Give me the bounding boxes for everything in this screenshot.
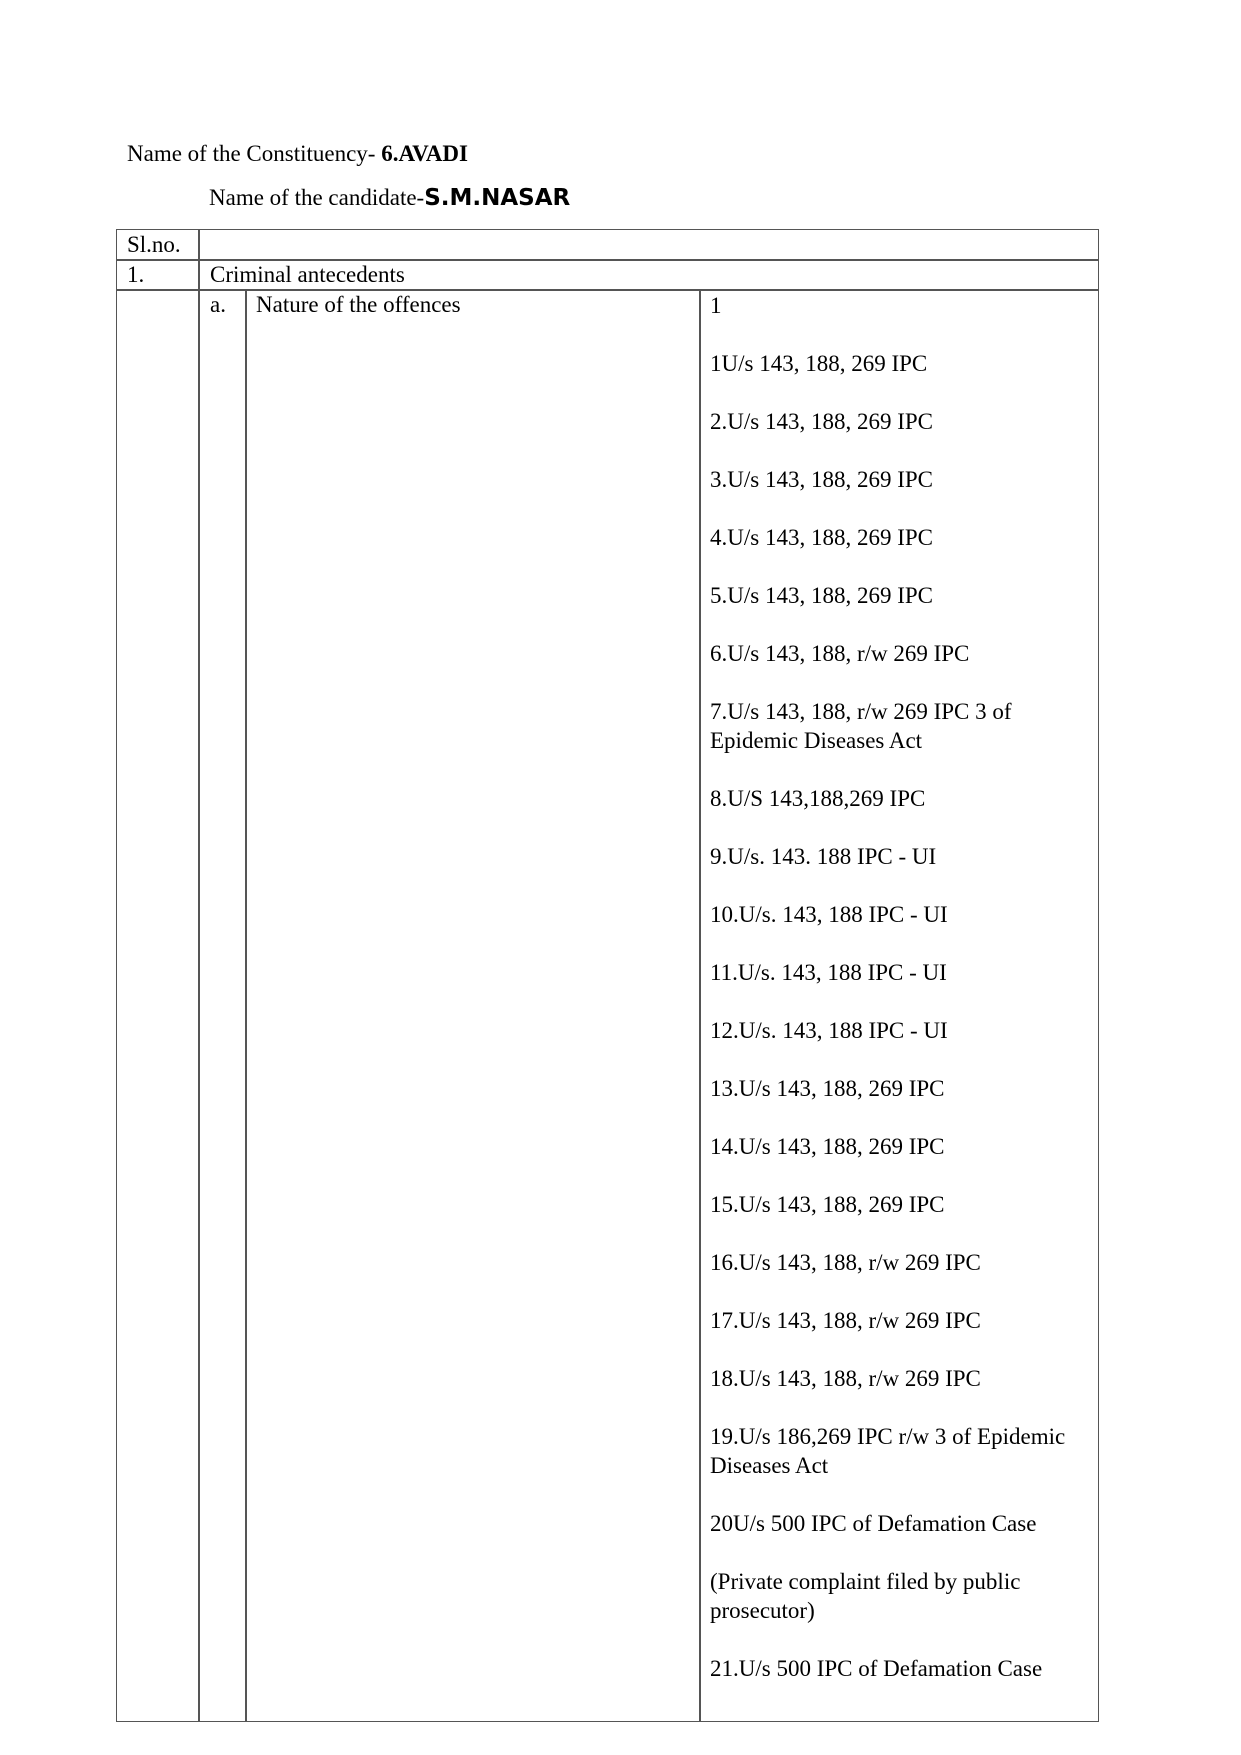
criminal-antecedents-table	[116, 229, 1099, 1722]
col-divider-offences	[699, 289, 701, 1721]
constituency-label: Name of the Constituency-	[127, 141, 382, 166]
offence-item: 1	[710, 293, 722, 318]
offence-item: 12.U/s. 143, 188 IPC - UI	[710, 1018, 948, 1043]
candidate-value: S.M.NASAR	[424, 185, 571, 211]
offence-item: 16.U/s 143, 188, r/w 269 IPC	[710, 1250, 981, 1275]
offence-item: 21.U/s 500 IPC of Defamation Case	[710, 1656, 1043, 1681]
offence-item: 5.U/s 143, 188, 269 IPC	[710, 583, 933, 608]
sub-row-label: Nature of the offences	[256, 292, 461, 317]
offence-item: 15.U/s 143, 188, 269 IPC	[710, 1192, 945, 1217]
offence-item: 13.U/s 143, 188, 269 IPC	[710, 1076, 945, 1101]
row-number: 1.	[127, 262, 145, 287]
offence-item: 11.U/s. 143, 188 IPC - UI	[710, 960, 947, 985]
offence-item: 2.U/s 143, 188, 269 IPC	[710, 409, 933, 434]
offence-item: 18.U/s 143, 188, r/w 269 IPC	[710, 1366, 981, 1391]
candidate-label: Name of the candidate-	[209, 185, 425, 210]
offence-item: 17.U/s 143, 188, r/w 269 IPC	[710, 1308, 981, 1333]
candidate-line	[209, 184, 570, 212]
offences-list	[710, 291, 1090, 1712]
offence-item: (Private complaint filed by public prosecutor)	[710, 1569, 1021, 1623]
offence-item: 4.U/s 143, 188, 269 IPC	[710, 525, 933, 550]
offence-item: 10.U/s. 143, 188 IPC - UI	[710, 902, 948, 927]
constituency-line	[127, 140, 468, 168]
offence-item: 8.U/S 143,188,269 IPC	[710, 786, 926, 811]
col-divider-slno	[198, 230, 200, 1721]
offence-item: 1U/s 143, 188, 269 IPC	[710, 351, 928, 376]
slno-header: Sl.no.	[127, 232, 181, 257]
offence-item: 6.U/s 143, 188, r/w 269 IPC	[710, 641, 970, 666]
col-divider-letter	[245, 289, 247, 1721]
offence-item: 14.U/s 143, 188, 269 IPC	[710, 1134, 945, 1159]
offence-item: 9.U/s. 143. 188 IPC - UI	[710, 844, 937, 869]
offence-item: 3.U/s 143, 188, 269 IPC	[710, 467, 933, 492]
offence-item: 7.U/s 143, 188, r/w 269 IPC 3 of Epidemic Diseases Act	[710, 699, 1012, 753]
offence-item: 19.U/s 186,269 IPC r/w 3 of Epidemic Diseases Act	[710, 1424, 1066, 1478]
offence-item: 20U/s 500 IPC of Defamation Case	[710, 1511, 1037, 1536]
constituency-value: 6.AVADI	[381, 141, 468, 166]
row-title: Criminal antecedents	[210, 262, 405, 287]
sub-row-letter: a.	[210, 292, 226, 317]
